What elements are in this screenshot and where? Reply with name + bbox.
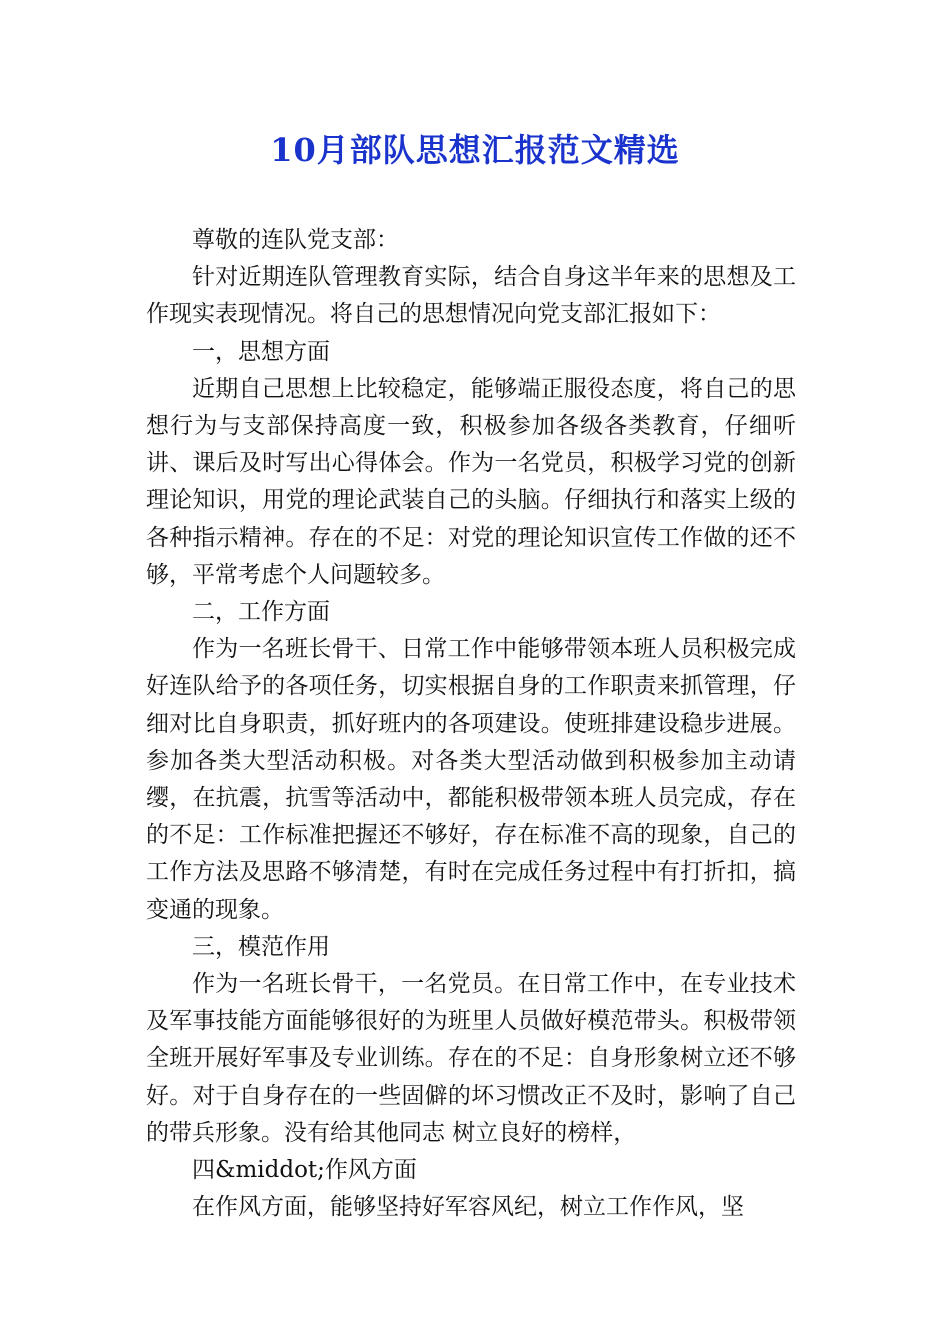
section-heading-role-model: 三，模范作用 <box>192 933 330 960</box>
paragraph-work: 作为一名班长骨干、日常工作中能够带领本班人员积极完成好连队给予的各项任务，切实根据自身的工作职责来抓管理，仔细对比自身职责，抓好班内的各项建设。使班排建设稳步进展。参加各类大型活动积极。对各类大型活动做到积极参加主动请缨，在抗震，抗雪等活动中，都能积极带领本班人员完成，存在的不足：工作标准把握还不够好，存在标准不高的现象，自己的工作方法及思路不够清楚，有时在完成任务过程中有打折扣，搞变通的现象。 <box>146 636 796 923</box>
intro-paragraph: 针对近期连队管理教育实际，结合自身这半年来的思想及工作现实表现情况。将自己的思想情况向党支部汇报如下： <box>146 264 796 328</box>
section-heading-work: 二，工作方面 <box>192 599 330 626</box>
document-title: 10月部队思想汇报范文精选 <box>270 131 680 169</box>
section-heading-style: 四&middot;作风方面 <box>192 1157 417 1184</box>
salutation: 尊敬的连队党支部： <box>192 227 399 253</box>
section-heading-thought: 一，思想方面 <box>192 338 330 365</box>
paragraph-style: 在作风方面，能够坚持好军容风纪，树立工作作风，坚 <box>192 1194 744 1221</box>
paragraph-thought: 近期自己思想上比较稳定，能够端正服役态度，将自己的思想行为与支部保持高度一致，积极参加各级各类教育，仔细听讲、课后及时写出心得体会。作为一名党员，积极学习党的创新理论知识，用党的理论武装自己的头脑。仔细执行和落实上级的各种指示精神。存在的不足：对党的理论知识宣传工作做的还不够，平常考虑个人问题较多。 <box>146 375 796 588</box>
document-body <box>146 222 796 1226</box>
paragraph-role-model: 作为一名班长骨干，一名党员。在日常工作中，在专业技术及军事技能方面能够很好的为班里人员做好模范带头。积极带领全班开展好军事及专业训练。存在的不足：自身形象树立还不够好。对于自身存在的一些固僻的坏习惯改正不及时，影响了自己的带兵形象。没有给其他同志 树立良好的榜样， <box>146 971 796 1146</box>
